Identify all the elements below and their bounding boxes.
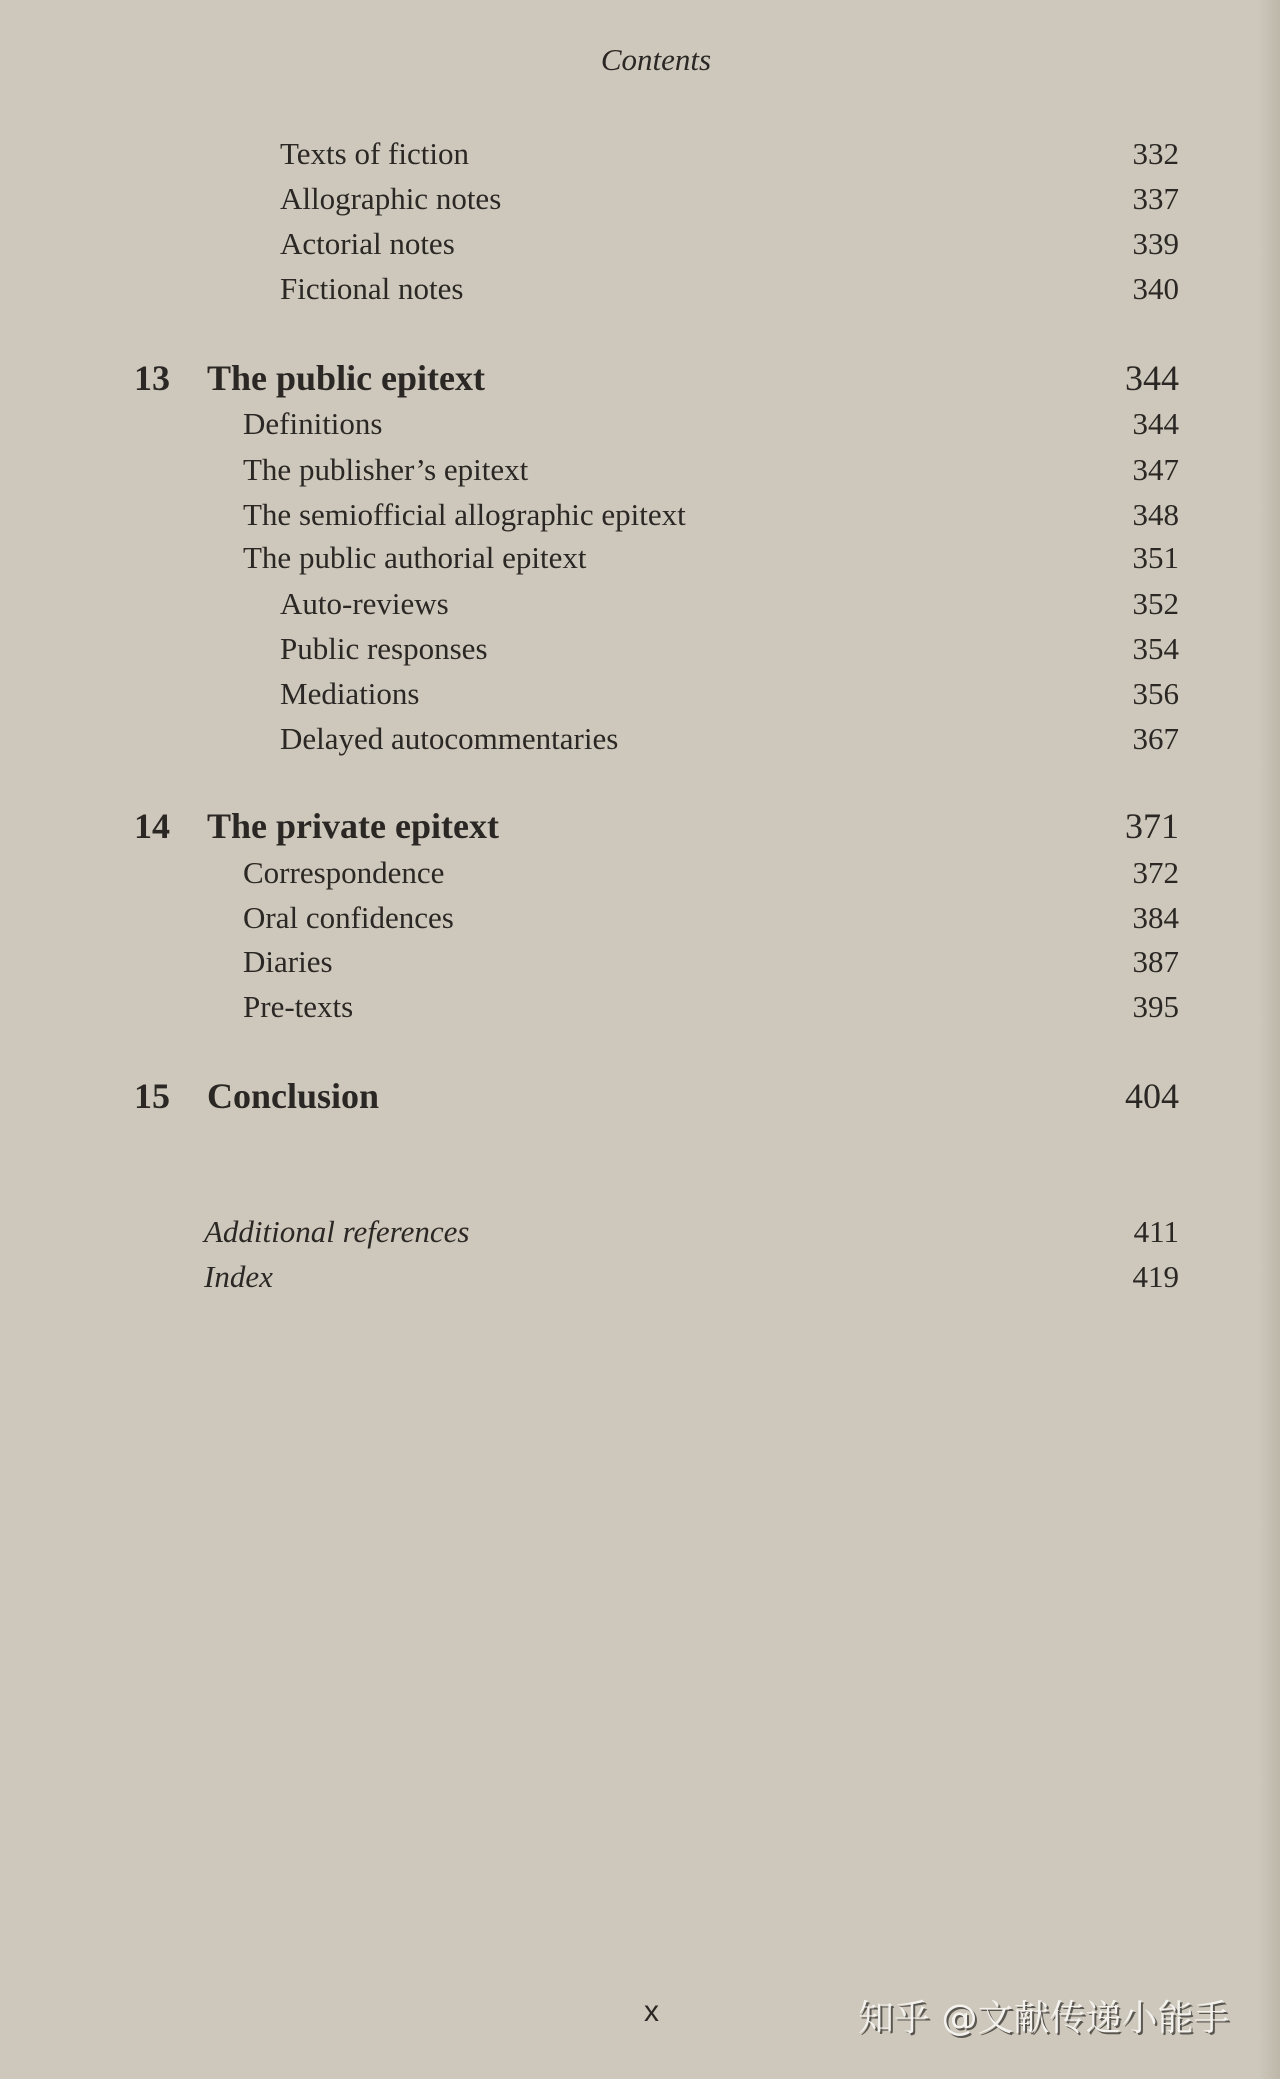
entry-page: 347: [1132, 452, 1179, 487]
entry-page: 395: [1132, 989, 1179, 1024]
toc-entry: [0, 896, 1280, 940]
entry-title: Oral confidences: [243, 900, 454, 935]
entry-title: Additional references: [204, 1214, 470, 1249]
toc-entry: [0, 448, 1280, 492]
page-number: x: [644, 1995, 659, 2028]
entry-title: Correspondence: [243, 855, 445, 890]
entry-page: 339: [1132, 226, 1179, 261]
entry-page: 411: [1133, 1214, 1179, 1249]
toc-entry: [0, 493, 1280, 537]
entry-title: Allographic notes: [280, 181, 502, 216]
entry-title: Public responses: [280, 631, 488, 666]
entry-title: Delayed autocommentaries: [280, 721, 619, 756]
entry-page: 371: [1125, 806, 1179, 846]
entry-page: 384: [1132, 900, 1179, 935]
entry-title: The semiofficial allographic epitext: [243, 497, 686, 532]
entry-title: Fictional notes: [280, 271, 464, 306]
entry-page: 352: [1132, 586, 1179, 621]
watermark: 知乎 @文献传递小能手: [858, 1998, 1230, 2039]
entry-title: The public epitext: [207, 358, 486, 398]
entry-page: 419: [1132, 1259, 1179, 1294]
toc-entry: [0, 985, 1280, 1029]
entry-page: 344: [1125, 358, 1179, 398]
entry-page: 367: [1132, 721, 1179, 756]
chapter-entry: [0, 804, 1280, 848]
toc-entry: [0, 717, 1280, 761]
entry-title: The publisher’s epitext: [243, 452, 529, 487]
entry-title: The private epitext: [207, 806, 499, 846]
toc-entry: [0, 132, 1280, 176]
entry-page: 387: [1132, 944, 1179, 979]
entry-title: Pre-texts: [243, 989, 354, 1024]
entry-title: Conclusion: [207, 1076, 380, 1116]
entry-title: Index: [204, 1259, 273, 1294]
toc-entry: [0, 536, 1280, 580]
running-header: Contents: [600, 42, 712, 77]
entry-page: 332: [1132, 136, 1179, 171]
entry-page: 340: [1132, 271, 1179, 306]
toc-entry: [0, 672, 1280, 716]
toc-entry: [0, 177, 1280, 221]
chapter-number: 14: [134, 806, 170, 846]
entry-title: Auto-reviews: [280, 586, 449, 621]
toc-entry: [0, 582, 1280, 626]
toc-entry: [0, 627, 1280, 671]
entry-title: The public authorial epitext: [243, 540, 587, 575]
entry-page: 348: [1132, 497, 1179, 532]
toc-entry: [0, 940, 1280, 984]
page-edge-shadow: [1258, 0, 1280, 2079]
chapter-entry: [0, 356, 1280, 400]
entry-page: 337: [1132, 181, 1179, 216]
toc-entry: [0, 1255, 1280, 1299]
chapter-number: 15: [134, 1076, 170, 1116]
entry-page: 354: [1132, 631, 1179, 666]
entry-page: 344: [1132, 406, 1179, 441]
entry-title: Actorial notes: [280, 226, 455, 261]
entry-title: Diaries: [243, 944, 333, 979]
toc-entry: [0, 851, 1280, 895]
entry-title: Texts of fiction: [280, 136, 469, 171]
entry-page: 372: [1132, 855, 1179, 890]
entry-title: Mediations: [280, 676, 420, 711]
chapter-entry: [0, 1074, 1280, 1118]
toc-entry: [0, 222, 1280, 266]
entry-page: 356: [1132, 676, 1179, 711]
toc-entry: [0, 402, 1280, 446]
toc-entry: [0, 1210, 1280, 1254]
entry-title: Definitions: [243, 406, 383, 441]
entry-page: 404: [1125, 1076, 1179, 1116]
entry-page: 351: [1132, 540, 1179, 575]
chapter-number: 13: [134, 358, 170, 398]
toc-entry: [0, 267, 1280, 311]
